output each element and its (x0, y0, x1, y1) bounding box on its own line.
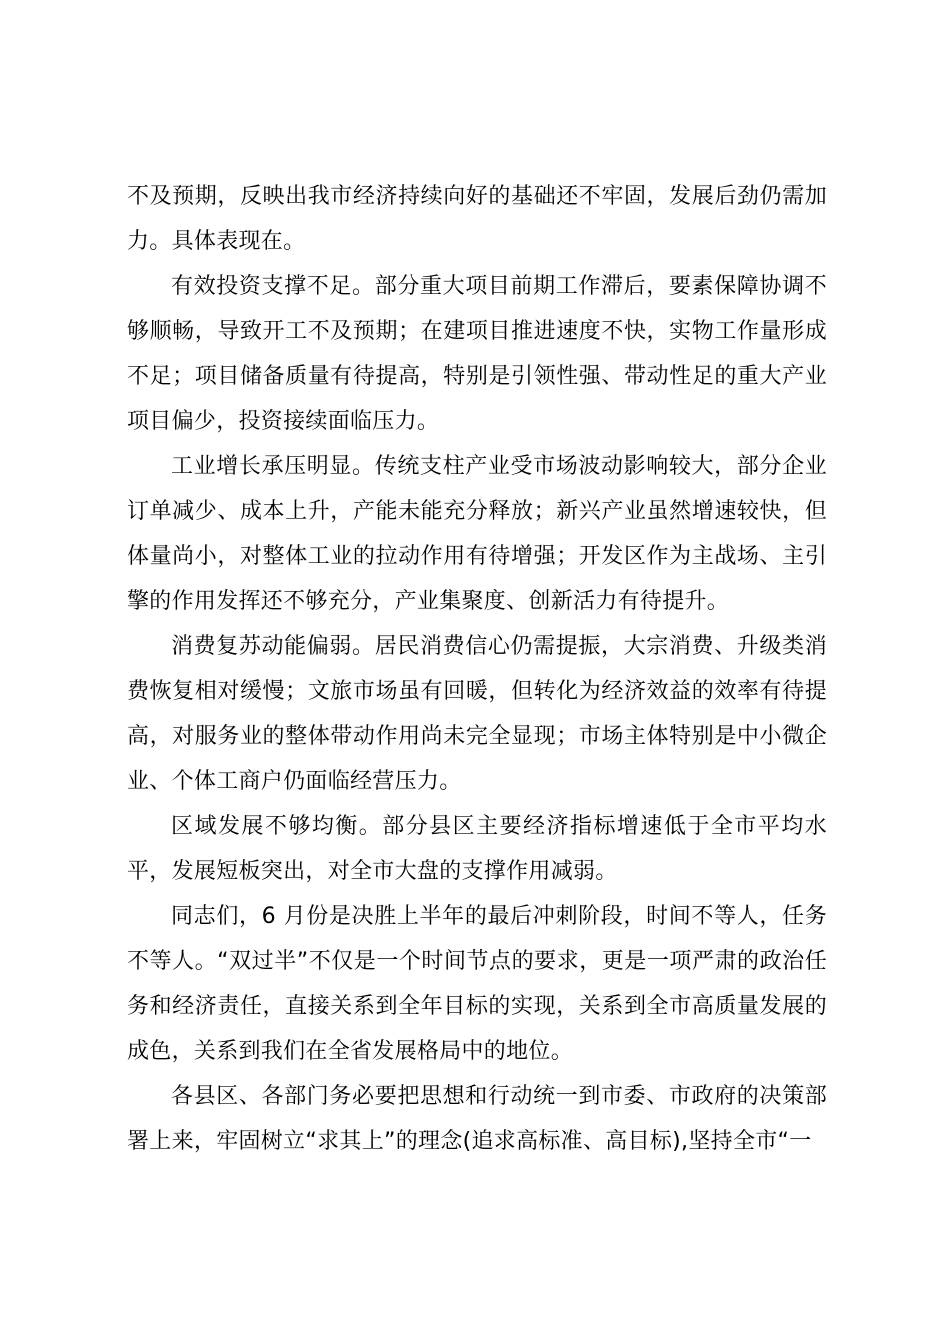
paragraph-departments: 各县区、各部门务必要把思想和行动统一到市委、市政府的决策部署上来，牢固树立“求其上”的理念(追求高标准、高目标),坚持全市“一 (127, 1084, 827, 1154)
paragraph-consumption: 消费复苏动能偏弱。居民消费信心仍需提振，大宗消费、升级类消费恢复相对缓慢；文旅市场虽有回暖，但转化为经济效益的效率有待提高，对服务业的整体带动作用尚未完全显现；市场主体特别是中小微企业、个体工商户仍面临经营压力。 (127, 634, 827, 794)
paragraph-june: 同志们，6 月份是决胜上半年的最后冲刺阶段，时间不等人，任务不等人。“双过半”不仅是一个时间节点的要求，更是一项严肃的政治任务和经济责任，直接关系到全年目标的实现，关系到全市高质量发展的成色，关系到我们在全省发展格局中的地位。 (127, 904, 827, 1064)
paragraph-industry: 工业增长承压明显。传统支柱产业受市场波动影响较大，部分企业订单减少、成本上升，产能未能充分释放；新兴产业虽然增速较快，但体量尚小，对整体工业的拉动作用有待增强；开发区作为主战场、主引擎的作用发挥还不够充分，产业集聚度、创新活力有待提升。 (127, 454, 827, 614)
paragraph-investment: 有效投资支撑不足。部分重大项目前期工作滞后，要素保障协调不够顺畅，导致开工不及预期；在建项目推进速度不快，实物工作量形成不足；项目储备质量有待提高，特别是引领性强、带动性足的重大产业项目偏少，投资接续面临压力。 (127, 274, 827, 434)
document-body (127, 174, 827, 1164)
paragraph-continuation: 不及预期，反映出我市经济持续向好的基础还不牢固，发展后劲仍需加力。具体表现在。 (127, 184, 827, 254)
paragraph-regional: 区域发展不够均衡。部分县区主要经济指标增速低于全市平均水平，发展短板突出，对全市大盘的支撑作用减弱。 (127, 814, 827, 884)
